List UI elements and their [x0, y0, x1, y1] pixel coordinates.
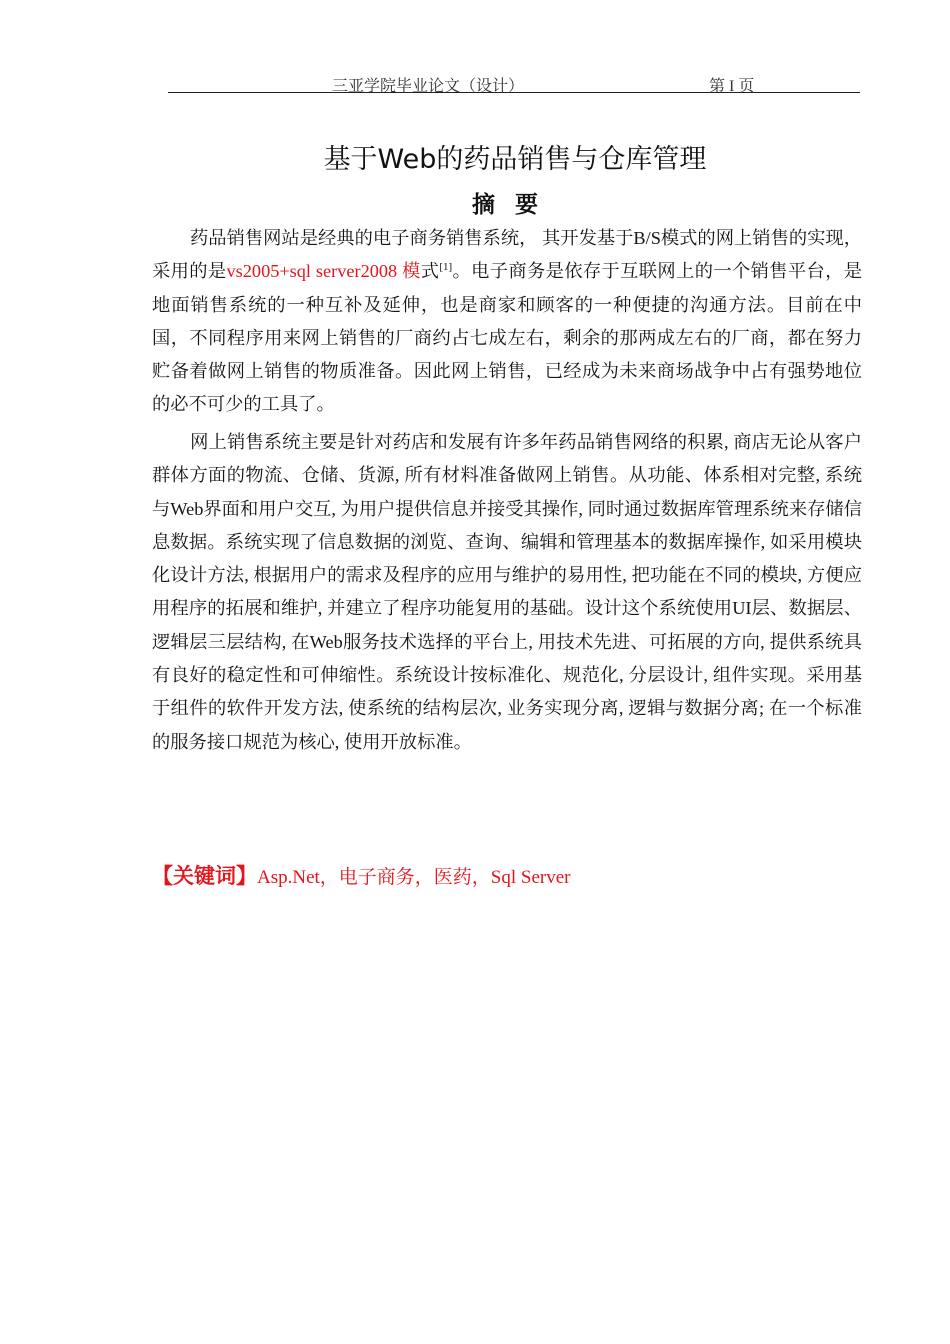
- abstract-p1-text-b: 式: [420, 261, 440, 282]
- thesis-title: 基于Web的药品销售与仓库管理: [323, 144, 707, 175]
- abstract-paragraph-1: [152, 222, 862, 422]
- page-header: [168, 72, 860, 93]
- abstract-p2-text: 网上销售系统主要是针对药店和发展有许多年药品销售网络的积累, 商店无论从客户群体方面的物流、仓储、货源, 所有材料准备做网上销售。从功能、体系相对完整, 系统与Web界面和用户交互, 为用户提供信息并接受其操作, 同时通过数据库管理系统来存储信息数据。系统实现了信息数据的浏览、查询、编辑和管理基本的数据库操作, 如采用模块化设计方法, 根据用户的需求及程序的应用与维护的易用性, 把功能在不同的模块, 方便应用程序的拓展和维护, 并建立了程序功能复用的基础。设计这个系统使用UI层、数据层、逻辑层三层结构, 在Web服务技术选择的平台上, 用技术先进、可拓展的方向, 提供系统具有良好的稳定性和可伸缩性。系统设计按标准化、规范化, 分层设计, 组件实现。采用基于组件的软件开发方法, 使系统的结构层次, 业务实现分离, 逻辑与数据分离; 在一个标准的服务接口规范为核心, 使用开放标准。: [152, 432, 862, 752]
- abstract-p1-text-c: 。电子商务是依存于互联网上的一个销售平台，是地面销售系统的一种互补及延伸，也是商家和顾客的一种便捷的沟通方法。目前在中国，不同程序用来网上销售的厂商约占七成左右，剩余的那两成左右的厂商，都在努力贮备着做网上销售的物质准备。因此网上销售，已经成为未来商场战争中占有强势地位的必不可少的工具了。: [152, 261, 863, 415]
- keywords-values: Asp.Net，电子商务，医药，Sql Server: [257, 867, 571, 888]
- abstract-heading: 摘 要: [471, 192, 544, 218]
- header-school-title: 三亚学院毕业论文（设计）: [332, 78, 525, 95]
- abstract-p1-text-a: 药品销售网站是经典的电子商务销售系统， 其开发基于B/S模式的网上销售的实现，采用的是: [152, 228, 862, 282]
- keywords-label: 【关键词】: [152, 864, 257, 888]
- keywords-line: [152, 860, 570, 890]
- abstract-p1-highlight: vs2005+sql server2008 模: [226, 261, 421, 282]
- abstract-paragraph-2: [152, 426, 862, 759]
- citation-marker: [1]: [439, 261, 453, 274]
- header-page-number: 第 I 页: [709, 78, 755, 95]
